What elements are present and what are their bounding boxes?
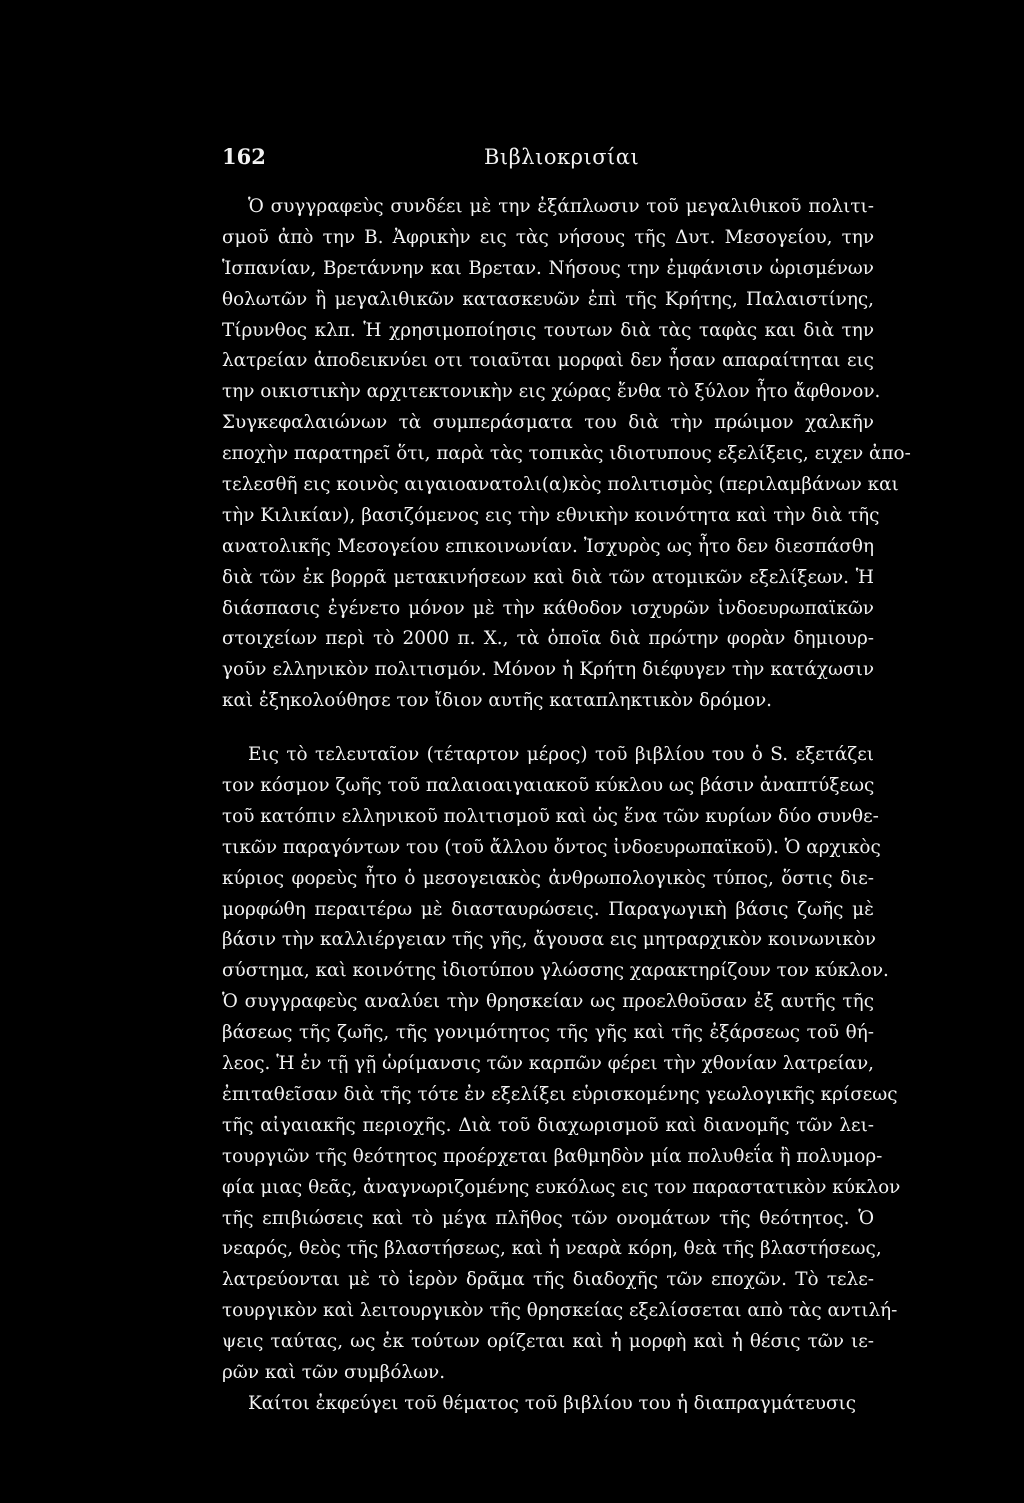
text-line: λατρεύονται μὲ τὸ ἱερὸν δρᾶμα τῆς διαδοχῆς τῶν εποχῶν. Τὸ τελε-	[222, 1269, 874, 1291]
text-line: καὶ ἐξηκολούθησε τον ἴδιον αυτῆς καταπληκτικὸν δρόμον.	[222, 690, 773, 712]
text-line: Εις τὸ τελευταῖον (τέταρτον μέρος) τοῦ βιβλίου του ὁ S. εξετάζει	[248, 744, 874, 766]
text-line: τὴν Κιλικίαν), βασιζόμενος εις τὴν εθνικὴν κοινότητα καὶ τὴν διὰ τῆς	[222, 504, 880, 526]
text-line: τῆς αἰγαιακῆς περιοχῆς. Διὰ τοῦ διαχωρισμοῦ καὶ διανομῆς τῶν λει-	[222, 1114, 874, 1136]
running-head	[222, 142, 872, 172]
paragraph-gap	[222, 717, 874, 740]
text-line: εποχὴν παρατηρεῖ ὅτι, παρὰ τὰς τοπικὰς ιδιοτυπους εξελίξεις, ειχεν ἀπο-	[222, 443, 911, 465]
running-title: Βιβλιοκρισίαι	[484, 145, 640, 169]
text-line: τοῦ κατόπιν ελληνικοῦ πολιτισμοῦ καὶ ὡς ἕνα τῶν κυρίων δύο συνθε-	[222, 805, 879, 827]
text-line: την οικιστικὴν αρχιτεκτονικὴν εις χώρας ἔνθα τὸ ξύλον ἦτο ἄφθονον.	[222, 381, 881, 403]
text-line: στοιχείων περὶ τὸ 2000 π. Χ., τὰ ὁποῖα διὰ πρώτην φορὰν δημιουρ-	[222, 628, 874, 650]
text-line: ανατολικῆς Μεσογείου επικοινωνίαν. Ἰσχυρὸς ως ἦτο δεν διεσπάσθη	[222, 535, 874, 557]
text-line: τικῶν παραγόντων του (τοῦ ἄλλου ὄντος ἰνδοευρωπαϊκοῦ). Ὁ αρχικὸς	[222, 836, 881, 858]
text-line: ἐπιταθεῖσαν διὰ τῆς τότε ἐν εξελίξει εὑρισκομένης γεωλογικῆς κρίσεως	[222, 1083, 898, 1105]
text-line: νεαρός, θεὸς τῆς βλαστήσεως, καὶ ἡ νεαρὰ κόρη, θεὰ τῆς βλαστήσεως,	[222, 1238, 882, 1260]
text-line: λεος. Ἡ ἐν τῇ γῇ ὡρίμανσις τῶν καρπῶν φέρει τὴν χθονίαν λατρείαν,	[222, 1053, 875, 1075]
text-line: φία μιας θεᾶς, ἀναγνωριζομένης ευκόλως εις τον παραστατικὸν κύκλον	[222, 1176, 901, 1198]
text-line: σύστημα, καὶ κοινότης ἰδιοτύπου γλώσσης χαρακτηρίζουν τον κύκλον.	[222, 960, 889, 982]
text-line: τελεσθῆ εις κοινὸς αιγαιοανατολι(α)κὸς πολιτισμὸς (περιλαμβάνων και	[222, 474, 899, 496]
paragraph	[222, 1389, 874, 1420]
text-line: τῆς επιβιώσεις καὶ τὸ μέγα πλῆθος τῶν ονομάτων τῆς θεότητος. Ὁ	[222, 1207, 874, 1229]
text-line: διάσπασις ἐγένετο μόνον μὲ τὴν κάθοδον ισχυρῶν ἰνδοευρωπαϊκῶν	[222, 597, 874, 619]
text-line: λατρείαν ἀποδεικνύει οτι τοιαῦται μορφαὶ δεν ἦσαν απαραίτηται εις	[222, 350, 874, 372]
text-line: ρῶν καὶ τῶν συμβόλων.	[222, 1361, 446, 1383]
text-line: κύριος φορεὺς ἦτο ὁ μεσογειακὸς ἀνθρωπολογικὸς τύπος, ὅστις διε-	[222, 867, 874, 889]
text-line: βάσιν τὴν καλλιέργειαν τῆς γῆς, ἄγουσα εις μητραρχικὸν κοινωνικὸν	[222, 929, 876, 951]
paragraph	[222, 192, 911, 717]
text-line: Συγκεφαλαιώνων τὰ συμπεράσματα του διὰ τὴν πρώιμον χαλκῆν	[222, 412, 874, 434]
text-line: γοῦν ελληνικὸν πολιτισμόν. Μόνον ἡ Κρήτη διέφυγεν τὴν κατάχωσιν	[222, 659, 874, 681]
text-line: βάσεως τῆς ζωῆς, τῆς γονιμότητος τῆς γῆς καὶ τῆς ἐξάρσεως τοῦ θή-	[222, 1022, 874, 1044]
text-line: Ὁ συγγραφεὺς συνδέει μὲ την ἐξάπλωσιν τοῦ μεγαλιθικοῦ πολιτι-	[248, 196, 874, 217]
text-line: σμοῦ ἀπὸ την Β. Ἀφρικὴν εις τὰς νήσους τῆς Δυτ. Μεσογείου, την	[222, 226, 874, 248]
text-line: Καίτοι ἐκφεύγει τοῦ θέματος τοῦ βιβλίου του ἡ διαπραγμάτευσις	[248, 1392, 857, 1414]
text-line: Τίρυνθος κλπ. Ἡ χρησιμοποίησις τουτων διὰ τὰς ταφὰς και διὰ την	[222, 319, 874, 341]
body-text	[222, 192, 911, 1420]
text-line: μορφώθη περαιτέρω μὲ διασταυρώσεις. Παραγωγικὴ βάσις ζωῆς μὲ	[222, 898, 874, 920]
text-line: τουργιῶν τῆς θεότητος προέρχεται βαθμηδὸν μία πολυθεΐα ἢ πολυμορ-	[222, 1145, 883, 1167]
text-line: θολωτῶν ἢ μεγαλιθικῶν κατασκευῶν ἐπὶ τῆς Κρήτης, Παλαιστίνης,	[222, 288, 874, 310]
paragraph	[222, 740, 901, 1389]
page-number: 162	[222, 144, 266, 169]
text-line: Ἱσπανίαν, Βρετάννην και Βρεταν. Νήσους την ἐμφάνισιν ὡρισμένων	[222, 257, 874, 279]
text-line: τουργικὸν καὶ λειτουργικὸν τῆς θρησκείας εξελίσσεται απὸ τὰς αντιλή-	[222, 1300, 898, 1322]
text-line: Ὁ συγγραφεὺς αναλύει τὴν θρησκείαν ως προελθοῦσαν ἐξ αυτῆς τῆς	[222, 991, 874, 1013]
text-line: ψεις ταύτας, ως ἐκ τούτων ορίζεται καὶ ἡ μορφὴ καὶ ἡ θέσις τῶν ιε-	[222, 1331, 874, 1353]
text-line: διὰ τῶν ἐκ βορρᾶ μετακινήσεων καὶ διὰ τῶν ατομικῶν εξελίξεων. Ἡ	[222, 566, 874, 588]
text-line: τον κόσμον ζωῆς τοῦ παλαιοαιγαιακοῦ κύκλου ως βάσιν ἀναπτύξεως	[222, 775, 875, 797]
